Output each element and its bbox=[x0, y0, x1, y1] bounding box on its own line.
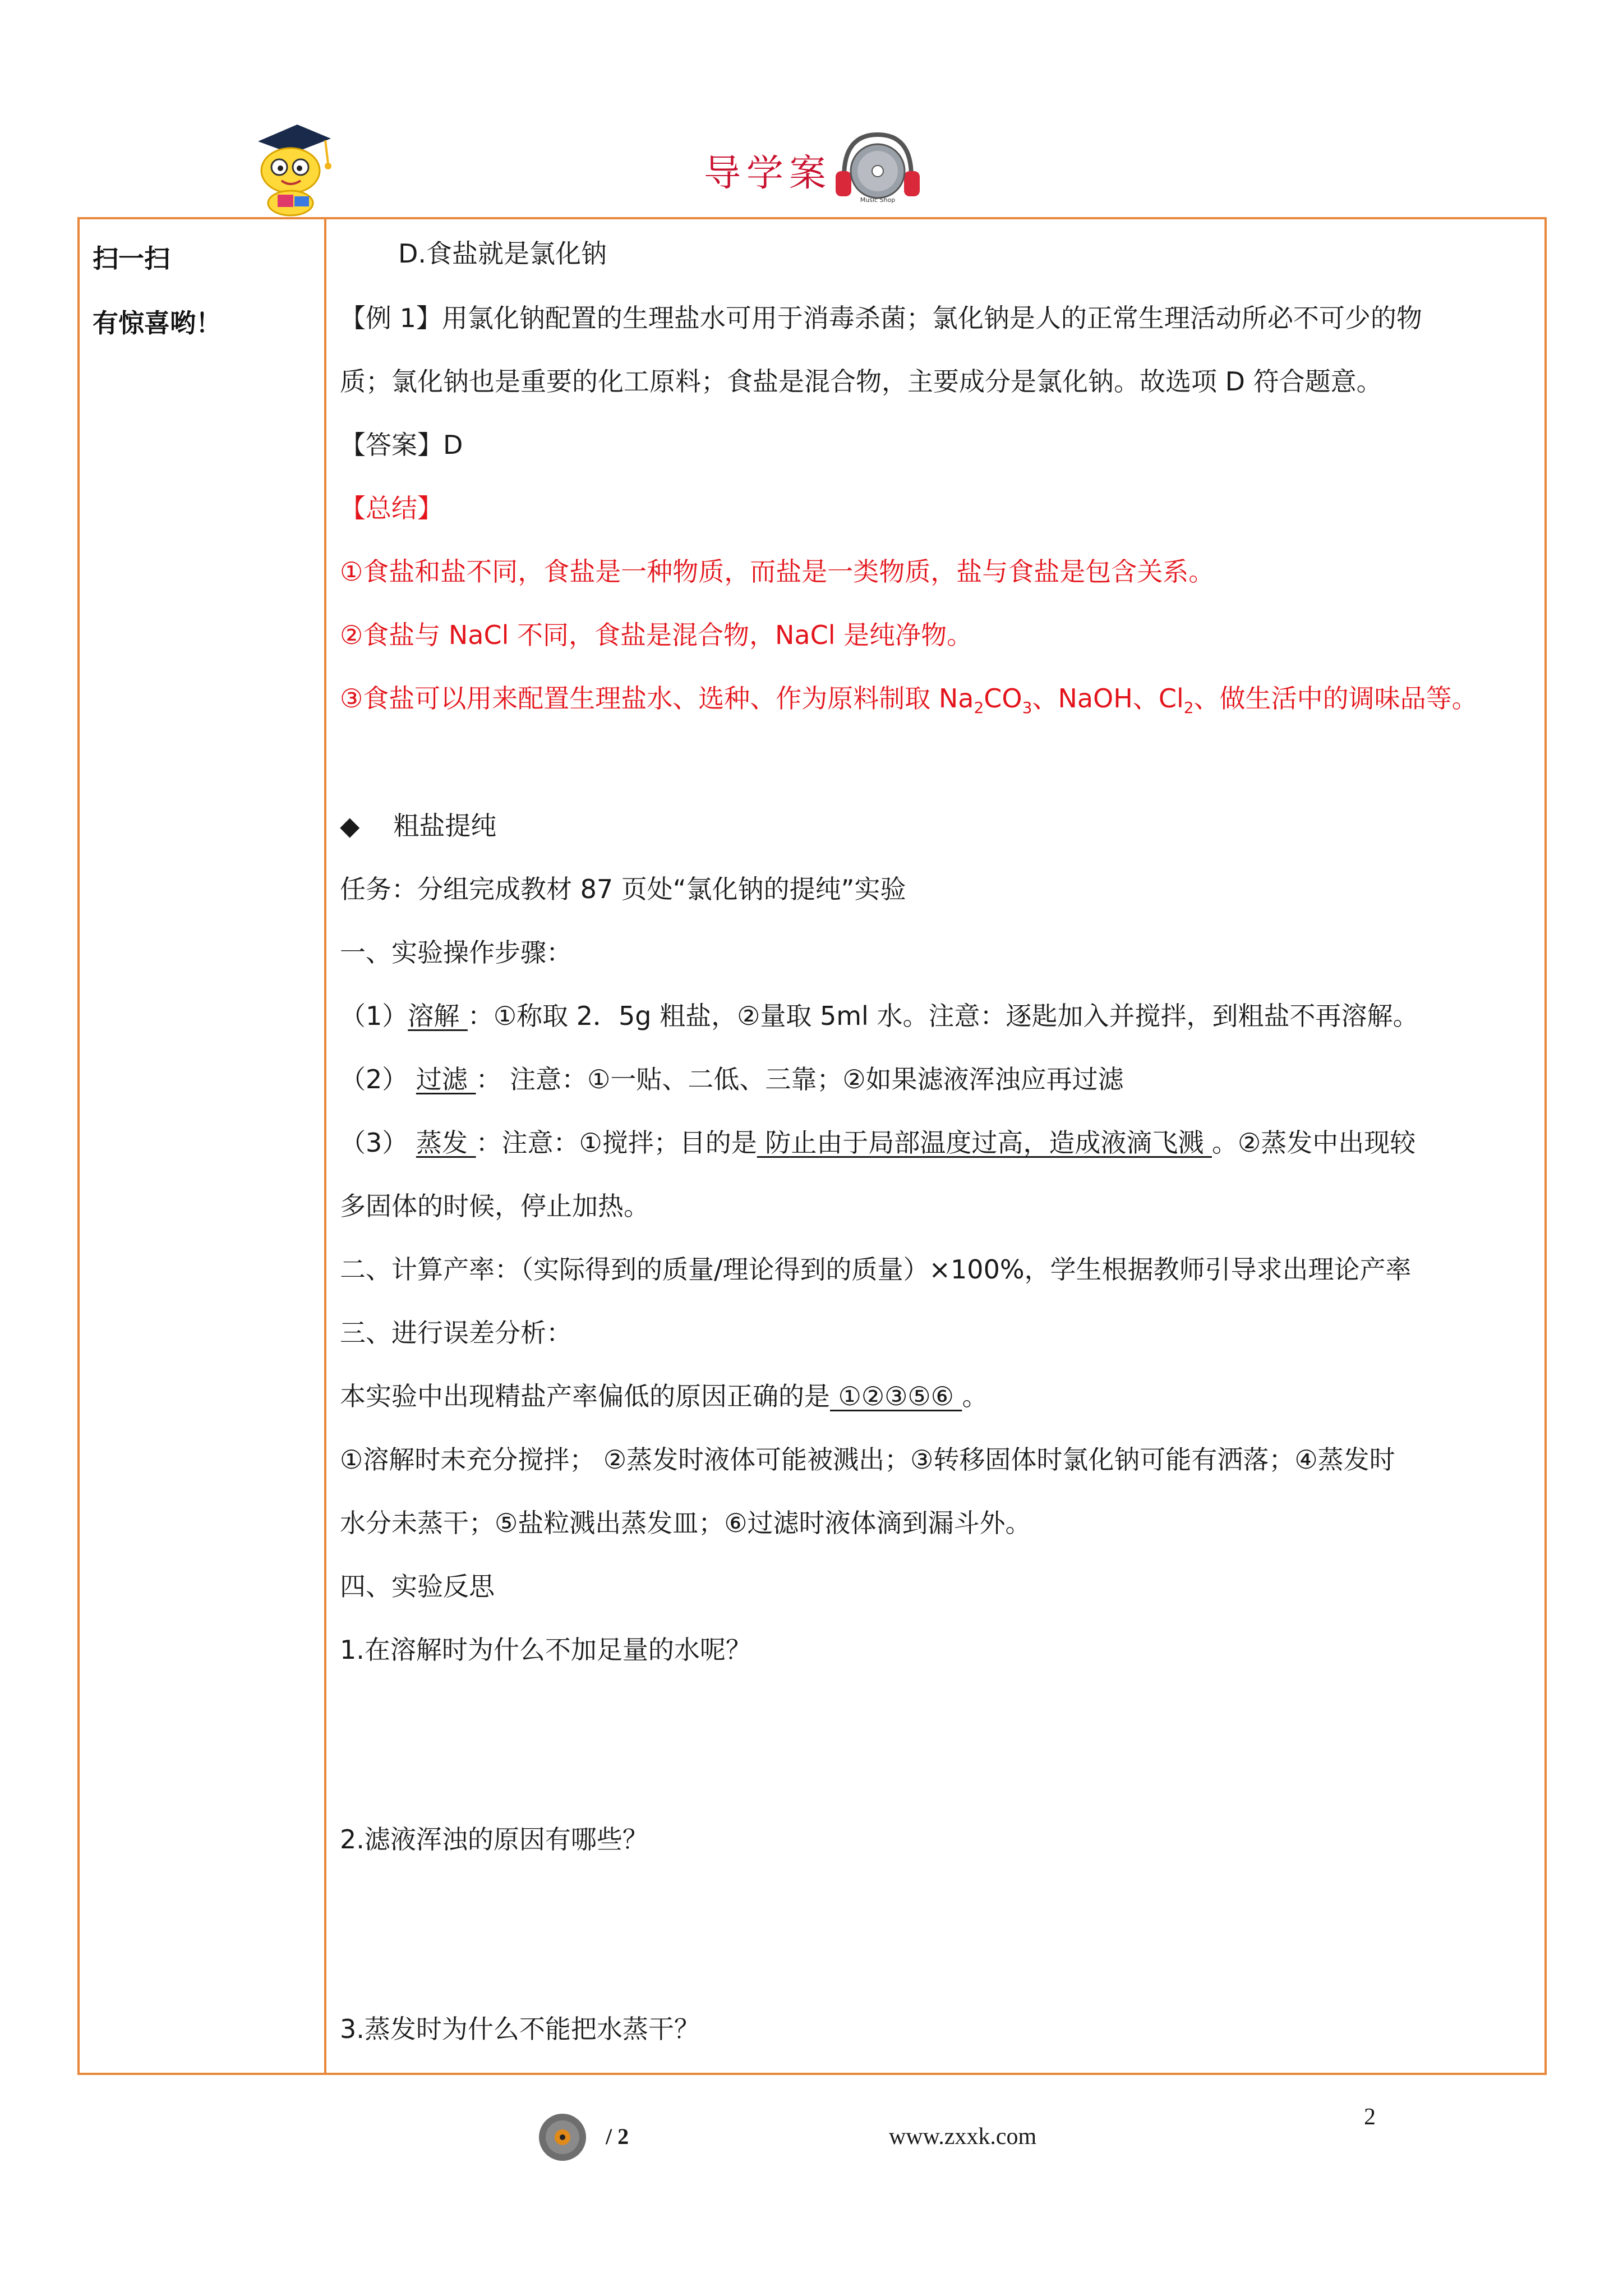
reflect-title: 四、实验反思 bbox=[340, 1571, 495, 1602]
summary-point-1: ①食盐和盐不同，食盐是一种物质，而盐是一类物质，盐与食盐是包含关系。 bbox=[340, 556, 1215, 587]
example-paragraph-2: 质；氯化钠也是重要的化工原料；食盐是混合物，主要成分是氯化钠。故选项 D 符合题意。 bbox=[340, 366, 1382, 397]
error-answer: ①②③⑤⑥ bbox=[830, 1381, 962, 1411]
question-2: 2.滤液浑浊的原因有哪些？ bbox=[340, 1824, 648, 1855]
step-1: （1）溶解 ：①称取 2．5g 粗盐，②量取 5ml 水。注意：逐匙加入并搅拌，到粗盐不再溶解。 bbox=[340, 1001, 1419, 1031]
footer-url: www.zxxk.com bbox=[889, 2124, 1037, 2150]
yield-line: 二、计算产率：（实际得到的质量/理论得到的质量）×100%，学生根据教师引导求出理论产率 bbox=[340, 1254, 1412, 1285]
section-title: 粗盐提纯 bbox=[393, 811, 497, 841]
diamond-bullet-icon: ◆ bbox=[340, 811, 360, 841]
summary-title: 【总结】 bbox=[340, 493, 443, 523]
sidebar-scan-label: 扫一扫 bbox=[93, 243, 170, 274]
cd-label: Music Shop bbox=[860, 196, 896, 204]
column-divider bbox=[324, 219, 326, 2073]
footer-page-count: / 2 bbox=[606, 2124, 629, 2149]
cd-music-icon bbox=[830, 123, 925, 208]
step-2-answer: 过滤 bbox=[416, 1064, 476, 1094]
example-paragraph-1: 【例 1】用氯化钠配置的生理盐水可用于消毒杀菌；氯化钠是人的正常生理活动所必不可少的物 bbox=[340, 303, 1422, 333]
step-3: （3） 蒸发 ：注意：①搅拌；目的是 防止由于局部温度过高，造成液滴飞溅 。②蒸发中出现较 bbox=[340, 1128, 1416, 1158]
step-3-continued: 多固体的时候，停止加热。 bbox=[340, 1191, 649, 1221]
error-options-1: ①溶解时未充分搅拌； ②蒸发时液体可能被溅出；③转移固体时氯化钠可能有洒落；④蒸发时 bbox=[340, 1444, 1395, 1475]
option-d: D.食盐就是氯化钠 bbox=[398, 238, 607, 269]
error-options-2: 水分未蒸干；⑤盐粒溅出蒸发皿；⑥过滤时液体滴到漏斗外。 bbox=[340, 1508, 1031, 1538]
step-1-answer: 溶解 bbox=[408, 1001, 468, 1031]
mascot-graduate-icon bbox=[247, 119, 334, 217]
sidebar-surprise-label: 有惊喜哟！ bbox=[93, 308, 222, 338]
section-heading bbox=[340, 811, 496, 841]
step-2: （2） 过滤 ： 注意：①一贴、二低、三靠；②如果滤液浑浊应再过滤 bbox=[340, 1064, 1124, 1094]
summary-point-2: ②食盐与 NaCl 不同，食盐是混合物，NaCl 是纯净物。 bbox=[340, 620, 973, 650]
header-title: 导学案 bbox=[704, 151, 832, 195]
step-3-purpose-answer: 防止由于局部温度过高，造成液滴飞溅 bbox=[757, 1128, 1212, 1158]
answer-line: 【答案】D bbox=[340, 430, 463, 460]
summary-point-3: ③食盐可以用来配置生理盐水、选种、作为原料制取 $Na_2CO_3$、NaOH、$Cl_2$、做生活中的调味品等。 bbox=[340, 683, 1478, 717]
question-3: 3.蒸发时为什么不能把水蒸干？ bbox=[340, 2014, 700, 2044]
error-title: 三、进行误差分析： bbox=[340, 1318, 572, 1348]
step-3-answer: 蒸发 bbox=[416, 1128, 476, 1158]
task-line: 任务：分组完成教材 87 页处“氯化钠的提纯”实验 bbox=[340, 874, 906, 904]
page-number: 2 bbox=[1364, 2104, 1376, 2130]
error-question: 本实验中出现精盐产率偏低的原因正确的是 ①②③⑤⑥ 。 bbox=[340, 1381, 988, 1411]
steps-title: 一、实验操作步骤： bbox=[340, 937, 572, 968]
question-1: 1.在溶解时为什么不加足量的水呢？ bbox=[340, 1635, 751, 1665]
disc-icon bbox=[537, 2112, 588, 2162]
